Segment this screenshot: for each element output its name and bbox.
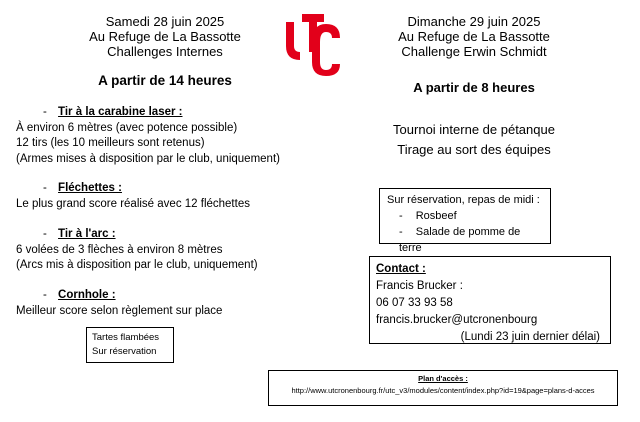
saturday-start-time: A partir de 14 heures — [98, 73, 232, 88]
section-cornhole — [16, 288, 286, 319]
utc-logo — [284, 12, 342, 76]
section-line: 6 volées de 3 flèches à environ 8 mètres — [16, 243, 223, 256]
section-line: 12 tirs (les 10 meilleurs sont retenus) — [16, 137, 205, 149]
activity-item: Tirage au sort des équipes — [397, 142, 551, 157]
contact-title: Contact : — [376, 263, 426, 275]
activity-item: Tournoi interne de pétanque — [393, 122, 555, 137]
section-flechettes — [16, 181, 286, 212]
lunch-item — [387, 208, 543, 224]
section-line: Meilleur score selon règlement sur place — [16, 304, 223, 317]
section-title-text: Tir à la carabine laser : — [58, 106, 183, 118]
tartes-box — [86, 327, 174, 363]
lunch-intro: Sur réservation, repas de midi : — [387, 194, 540, 206]
section-title-cornhole — [16, 288, 286, 304]
bullet-icon: - — [43, 182, 47, 194]
section-line: (Arcs mis à disposition par le club, uniquement) — [16, 259, 258, 271]
sunday-header — [368, 14, 580, 59]
section-line: À environ 6 mètres (avec potence possible) — [16, 121, 238, 134]
tartes-line: Tartes flambées — [92, 332, 160, 343]
utc-logo-graphic — [284, 12, 342, 76]
section-title-text: Cornhole : — [58, 289, 116, 301]
section-title-carabine — [16, 105, 286, 121]
access-url-link[interactable]: http://www.utcronenbourg.fr/utc_v3/modules/content/index.php?id=19&page=plans-d-acces — [291, 386, 595, 395]
section-line: (Armes mises à disposition par le club, uniquement) — [16, 152, 280, 165]
bullet-icon: - — [43, 289, 47, 301]
section-carabine — [16, 105, 286, 167]
saturday-event: Challenges Internes — [107, 44, 223, 59]
saturday-venue: Au Refuge de La Bassotte — [89, 29, 241, 44]
lunch-item — [387, 224, 543, 256]
saturday-date: Samedi 28 juin 2025 — [105, 14, 225, 29]
access-title: Plan d'accès : — [418, 374, 468, 383]
contact-deadline: (Lundi 23 juin dernier délai) — [460, 331, 600, 343]
access-box — [268, 370, 618, 406]
section-title-flechettes — [16, 181, 286, 197]
lunch-box — [379, 188, 551, 254]
lunch-item-text: Salade de pomme de terre — [399, 226, 521, 254]
bullet-icon: - — [43, 228, 47, 240]
section-title-text: Fléchettes : — [58, 182, 122, 194]
contact-box — [369, 256, 611, 344]
contact-email[interactable]: francis.brucker@utcronenbourg — [376, 314, 538, 326]
sunday-venue: Au Refuge de La Bassotte — [398, 29, 550, 44]
section-arc — [16, 227, 286, 274]
sunday-activities — [368, 120, 580, 160]
sunday-event: Challenge Erwin Schmidt — [401, 44, 547, 59]
sunday-date: Dimanche 29 juin 2025 — [407, 14, 541, 29]
bullet-icon: - — [43, 106, 47, 118]
bullet-icon: - — [399, 210, 403, 222]
tartes-line: Sur réservation — [92, 346, 157, 357]
section-line: Le plus grand score réalisé avec 12 fléchettes — [16, 197, 250, 210]
bullet-icon: - — [399, 226, 403, 238]
contact-name: Francis Brucker : — [376, 280, 463, 292]
section-title-arc — [16, 227, 286, 243]
section-title-text: Tir à l'arc : — [58, 228, 116, 240]
sunday-start-time: A partir de 8 heures — [413, 80, 535, 95]
lunch-item-text: Rosbeef — [415, 210, 457, 222]
saturday-header — [60, 14, 270, 59]
contact-phone[interactable]: 06 07 33 93 58 — [376, 297, 453, 309]
